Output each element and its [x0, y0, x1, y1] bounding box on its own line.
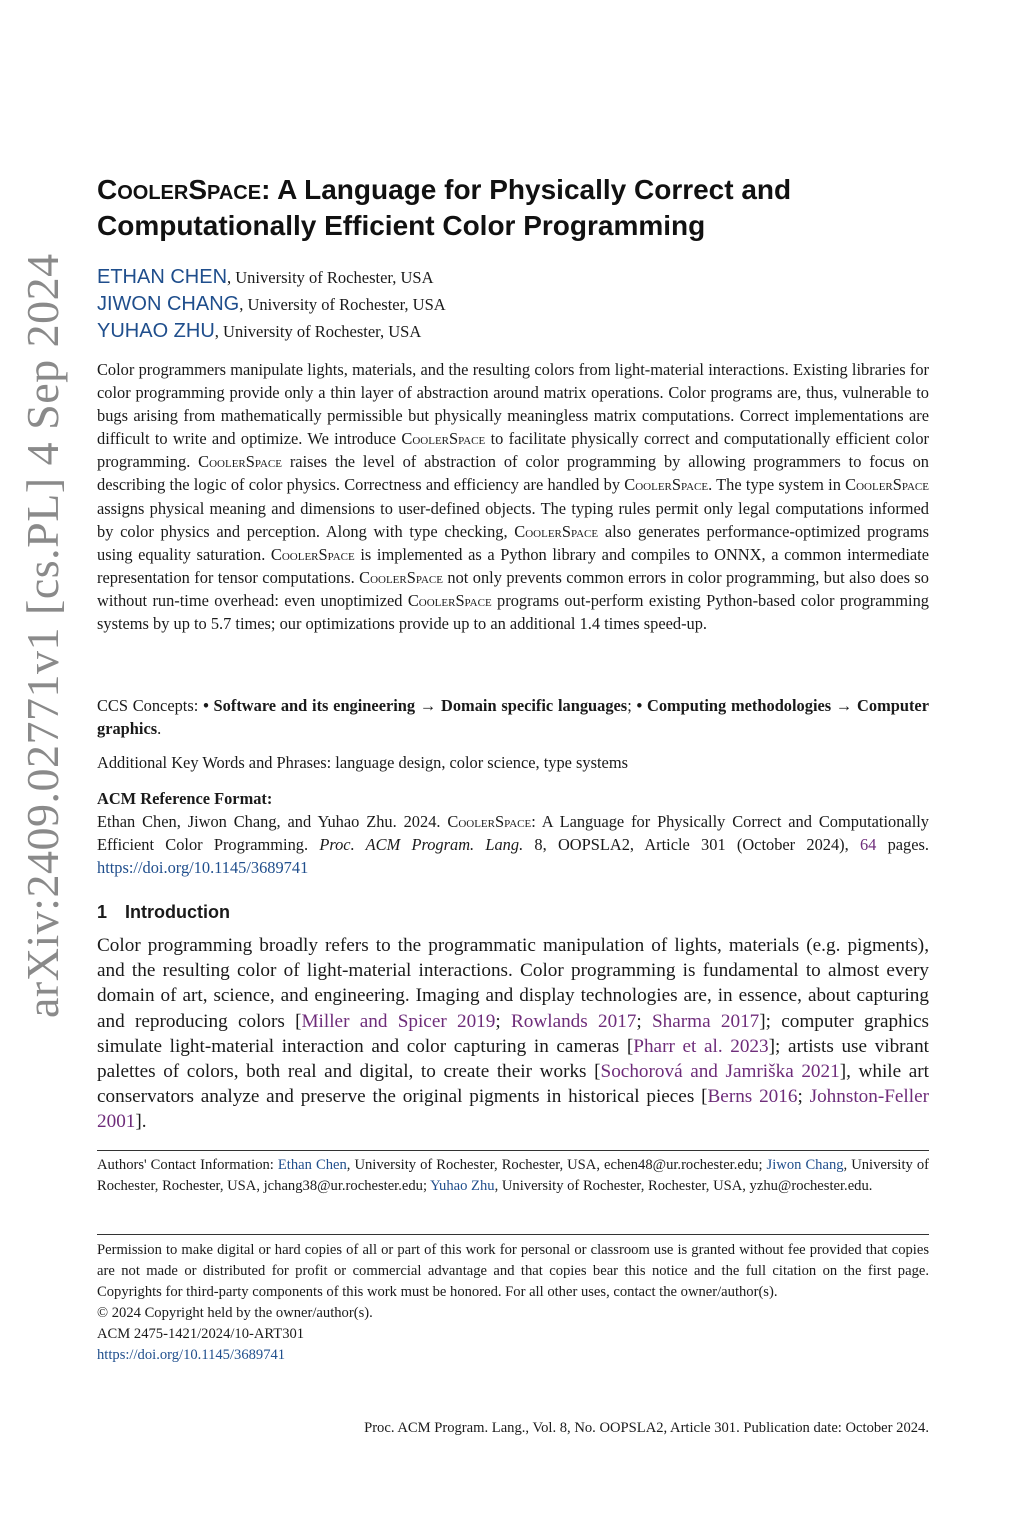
contact-author-link[interactable]: Ethan Chen	[277, 1157, 347, 1173]
abstract-text: raises the level of abstraction of color programming by allowing programmers to focus on describing the logic of color physics. Correctness and efficiency are handled by	[97, 452, 929, 495]
citation-link[interactable]: Sochorová and Jamriška 2021	[600, 1061, 840, 1083]
abstract-text: to facilitate physically correct and computationally efficient color programming.	[97, 429, 929, 472]
citation-link[interactable]: Rowlands 2017	[510, 1010, 637, 1032]
section-title: Introduction	[125, 902, 230, 922]
system-name: CoolerSpace	[270, 544, 355, 564]
author-entry	[97, 291, 446, 318]
ccs-concept: • Software and its engineering → Domain specific languages	[203, 696, 628, 715]
system-name: CoolerSpace	[514, 521, 599, 541]
paper-title	[97, 172, 927, 244]
reference-text: : A Language for Physically Correct and Computationally Efficient Color Programming.	[97, 812, 930, 854]
doi-link[interactable]: https://doi.org/10.1145/3689741	[97, 858, 309, 877]
section-heading	[97, 902, 230, 923]
intro-text: ]; artists use vibrant palettes of colors, both real and digital, to create their works [	[97, 1035, 929, 1083]
author-entry	[97, 264, 446, 291]
permission-divider	[97, 1234, 929, 1235]
abstract-text: also generates performance-optimized programs using equality saturation.	[97, 521, 929, 564]
abstract-text: programs out-perform existing Python-based color programming systems by up to 5.7 times; our optimizations provide up to an additional 1.4 times speed-up.	[97, 590, 929, 634]
page-count-link[interactable]: 64	[859, 835, 877, 854]
author-list	[97, 264, 446, 345]
system-name: CoolerSpace	[359, 567, 443, 587]
system-name: CoolerSpace	[447, 812, 532, 831]
copyright-line: © 2024 Copyright held by the owner/author(s).	[97, 1305, 373, 1321]
citation-link[interactable]: Johnston-Feller 2001	[97, 1086, 929, 1133]
intro-text: ], while art conservators analyze and preserve the original pigments in historical pieces [	[97, 1061, 929, 1108]
contact-author-link[interactable]: Yuhao Zhu	[430, 1178, 495, 1194]
author-name[interactable]: JIWON CHANG	[97, 293, 240, 315]
system-name: CoolerSpace	[401, 429, 486, 449]
intro-text: Color programming broadly refers to the programmatic manipulation of lights, materials (e.g. pigments), and the resulting color of light-material interactions. Color programming is fundamental to almost every domain of art, science, and engineering. Imaging and display technologies are, in essence, about capturing and reproducing colors [	[97, 935, 929, 1032]
permission-text: Permission to make digital or hard copies of all or part of this work for personal or classroom use is granted without fee provided that copies are not made or distributed for profit or commercial advantage and that copies bear this notice and the full citation on the first page. Copyrights for third-party components of this work must be honored. For all other uses, contact the owner/author(s).	[97, 1242, 929, 1300]
author-name[interactable]: YUHAO ZHU	[97, 320, 215, 342]
citation-separator: ;	[495, 1010, 511, 1032]
reference-text: 8, OOPSLA2, Article 301 (October 2024),	[523, 835, 860, 854]
system-name: CoolerSpace	[624, 475, 709, 495]
permission-notice	[97, 1240, 929, 1366]
intro-text: ].	[135, 1111, 147, 1133]
system-name: CoolerSpace	[845, 475, 929, 495]
citation-separator: ;	[636, 1010, 652, 1032]
citation-link[interactable]: Pharr et al. 2023	[633, 1035, 769, 1057]
title-line2: Computationally Efficient Color Programming	[97, 210, 706, 241]
contact-details: , University of Rochester, Rochester, USA, yzhu@rochester.edu.	[494, 1178, 873, 1194]
reference-text: pages.	[876, 835, 929, 854]
author-entry	[97, 318, 446, 345]
acm-reference-text	[97, 810, 929, 879]
acm-identifier: ACM 2475-1421/2024/10-ART301	[97, 1326, 305, 1342]
contact-author-link[interactable]: Jiwon Chang	[766, 1157, 844, 1173]
citation-link[interactable]: Miller and Spicer 2019	[301, 1010, 496, 1032]
permission-doi-link[interactable]: https://doi.org/10.1145/3689741	[97, 1347, 286, 1363]
page-footer: Proc. ACM Program. Lang., Vol. 8, No. OOPSLA2, Article 301. Publication date: October 2024.	[364, 1420, 929, 1436]
footnote-divider	[97, 1150, 929, 1151]
ccs-separator: ;	[627, 696, 637, 715]
title-system-name: CoolerSpace	[97, 174, 262, 205]
author-affiliation: , University of Rochester, USA	[227, 268, 434, 287]
abstract-text: Color programmers manipulate lights, materials, and the resulting colors from light-material interactions. Existing libraries for color programming provide only a thin layer of abstraction around matrix operations. Color programs are, thus, vulnerable to bugs arising from mathematically permissible but physically meaningless matrix computations. Correct implementations are difficult to write and optimize. We introduce	[97, 360, 929, 449]
citation-link[interactable]: Berns 2016	[707, 1086, 798, 1108]
ccs-end: .	[157, 719, 162, 738]
acm-reference-format	[97, 787, 929, 879]
section-number: 1	[97, 902, 108, 922]
abstract-text: assigns physical meaning and dimensions to user-defined objects. The typing rules permit only legal computations informed by color physics and perception. Along with type checking,	[97, 498, 929, 541]
arxiv-identifier-text: arXiv:2409.02771v1 [cs.PL] 4 Sep 2024	[17, 253, 68, 1018]
system-name: CoolerSpace	[407, 590, 492, 610]
abstract-text: is implemented as a Python library and compiles to ONNX, a common intermediate representation for tensor computations.	[97, 544, 929, 587]
reference-text: Ethan Chen, Jiwon Chang, and Yuhao Zhu. 2024.	[97, 812, 448, 831]
author-affiliation: , University of Rochester, USA	[214, 322, 422, 341]
acm-reference-heading: ACM Reference Format:	[97, 789, 273, 808]
author-contact-information	[97, 1155, 929, 1197]
abstract-text: . The type system in	[708, 475, 846, 495]
citation-link[interactable]: Sharma 2017	[652, 1010, 760, 1032]
contact-details: , University of Rochester, Rochester, USA, echen48@ur.rochester.edu;	[346, 1157, 767, 1173]
intro-text: ]; computer graphics simulate light-material interaction and color capturing in cameras [	[97, 1010, 929, 1057]
ccs-concepts	[97, 694, 929, 740]
author-affiliation: , University of Rochester, USA	[239, 295, 446, 314]
citation-separator: ;	[797, 1086, 810, 1108]
system-name: CoolerSpace	[198, 452, 282, 472]
contact-details: , University of Rochester, Rochester, USA, jchang38@ur.rochester.edu;	[97, 1157, 930, 1194]
abstract-text: not only prevents common errors in color programming, but also does so without run-time overhead: even unoptimized	[97, 567, 930, 610]
abstract	[97, 358, 929, 635]
ccs-label: CCS Concepts:	[97, 696, 204, 715]
introduction-paragraph	[97, 933, 929, 1135]
title-rest-line1: : A Language for Physically Correct and	[261, 174, 792, 205]
contact-label: Authors' Contact Information:	[97, 1157, 278, 1173]
author-name[interactable]: ETHAN CHEN	[97, 266, 228, 288]
ccs-concept: • Computing methodologies → Computer graphics	[97, 696, 929, 738]
keywords: Additional Key Words and Phrases: language design, color science, type systems	[97, 753, 628, 772]
journal-name: Proc. ACM Program. Lang.	[319, 835, 524, 854]
